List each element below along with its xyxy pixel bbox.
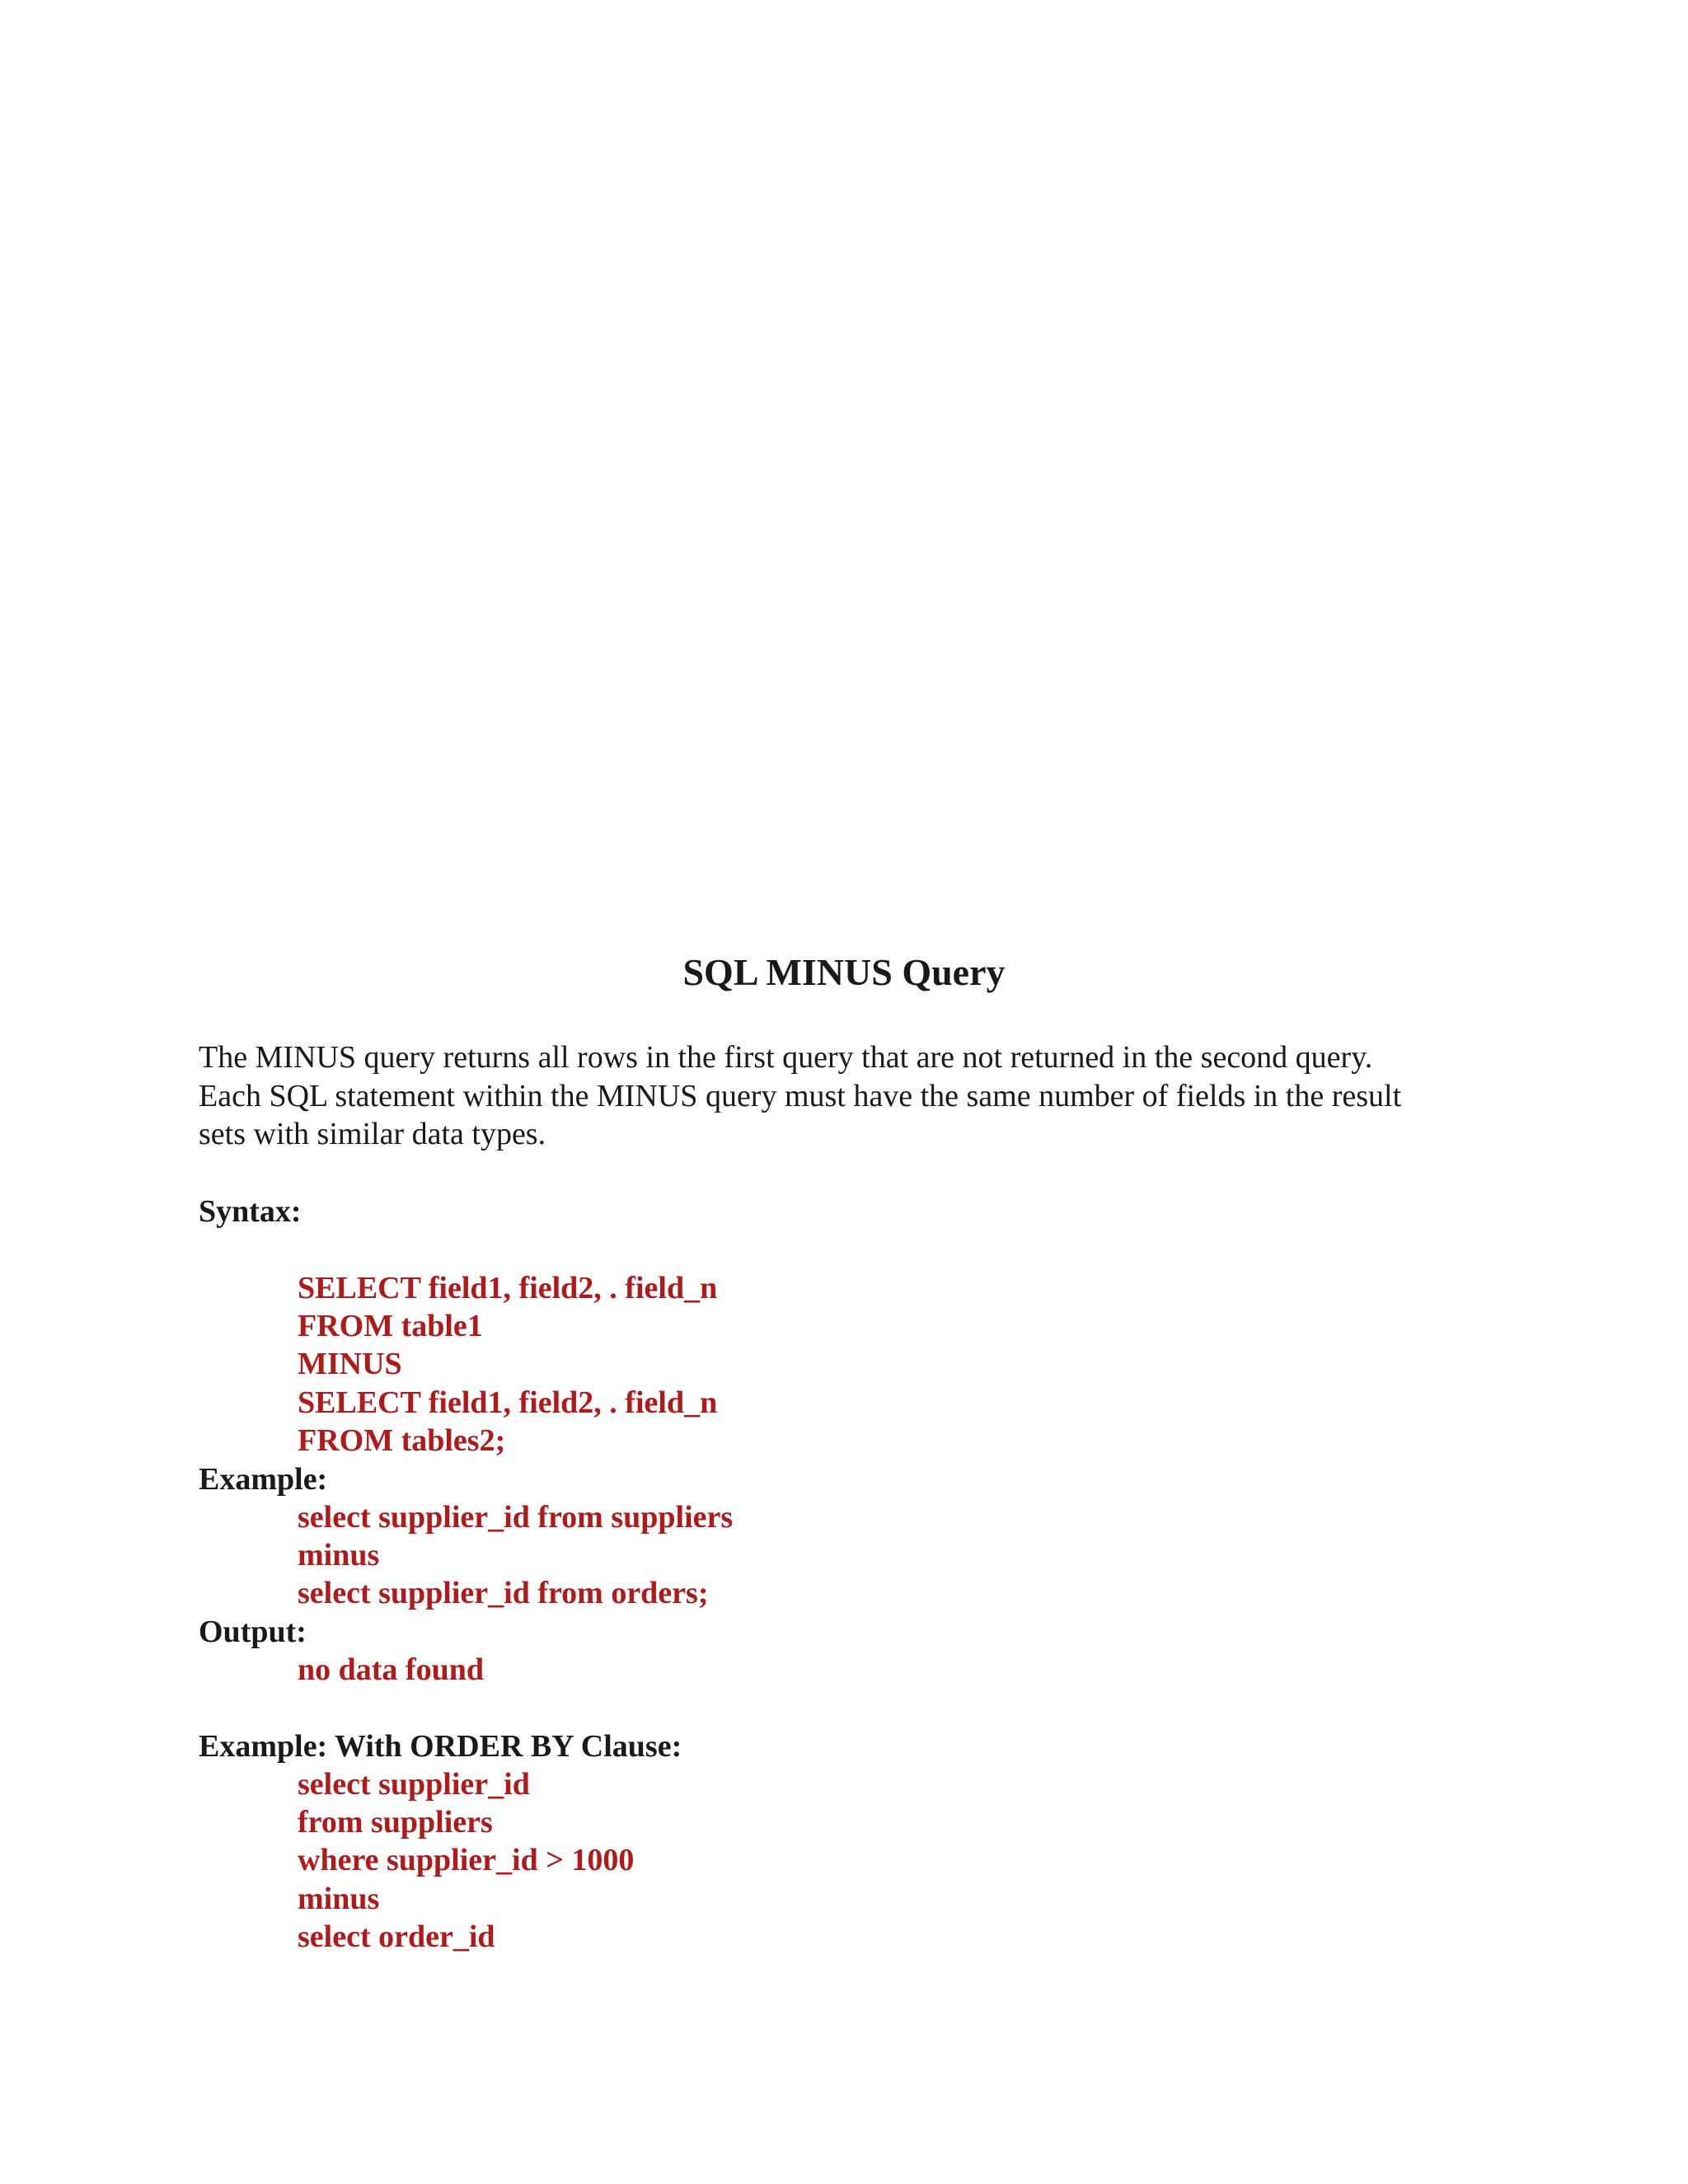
page-title: SQL MINUS Query	[682, 951, 1006, 993]
code-line: no data found	[298, 1652, 484, 1687]
intro-line: Each SQL statement within the MINUS query must have the same number of fields in the result	[199, 1078, 1402, 1113]
intro-line: The MINUS query returns all rows in the first query that are not returned in the second query.	[199, 1040, 1373, 1075]
code-line: FROM tables2;	[298, 1422, 506, 1458]
code-line: select supplier_id from orders;	[298, 1576, 709, 1611]
intro-line: sets with similar data types.	[199, 1117, 546, 1151]
example-order-by-code-block	[298, 1765, 634, 1956]
code-line: minus	[298, 1538, 380, 1573]
code-line: SELECT field1, field2, . field_n	[298, 1271, 718, 1305]
code-line: SELECT field1, field2, . field_n	[298, 1385, 718, 1420]
output-heading: Output:	[199, 1615, 307, 1649]
code-line: MINUS	[298, 1347, 402, 1382]
code-line: minus	[298, 1881, 380, 1916]
code-line: select supplier_id from suppliers	[298, 1500, 734, 1535]
syntax-heading: Syntax:	[199, 1194, 302, 1229]
syntax-code-block	[298, 1269, 717, 1460]
example-order-by-heading: Example: With ORDER BY Clause:	[199, 1729, 682, 1764]
code-line: where supplier_id > 1000	[298, 1843, 635, 1878]
code-line: from suppliers	[298, 1805, 493, 1840]
code-line: select order_id	[298, 1919, 495, 1954]
intro-paragraph	[199, 1038, 1484, 1154]
code-line: FROM table1	[298, 1309, 483, 1344]
output-code-block	[298, 1651, 484, 1689]
code-line: select supplier_id	[298, 1767, 530, 1802]
example-heading: Example:	[199, 1462, 328, 1497]
example-code-block	[298, 1498, 733, 1613]
